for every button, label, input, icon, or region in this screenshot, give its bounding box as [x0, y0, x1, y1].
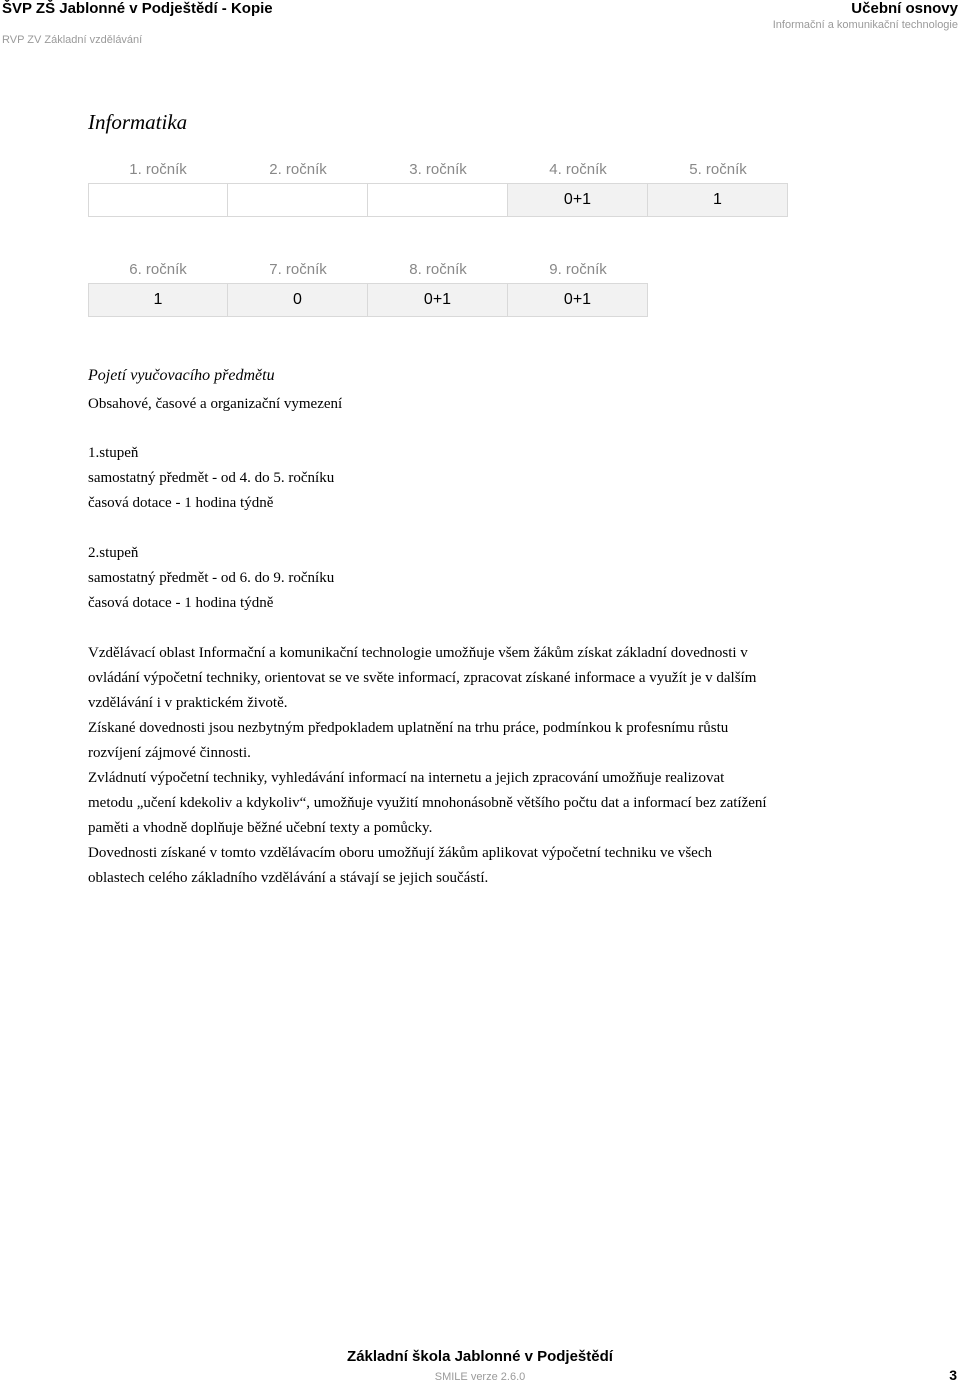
stage-2-title: 2.stupeň [88, 545, 139, 561]
grade-label: 2. ročník [269, 161, 327, 178]
grade-value-cell [88, 183, 228, 217]
grade-value-cell: 0 [228, 283, 368, 317]
grade-label: 8. ročník [409, 261, 467, 278]
paragraph: Vzdělávací oblast Informační a komunikační technologie umožňuje všem žákům získat základní dovednosti v ovládání výpočetní techniky, orientovat se ve světe informací, zpracovat získané informace a využít je v dalším vzdělávání i v praktickém životě. [88, 645, 757, 711]
grade-labels-row-2 [88, 261, 648, 278]
grade-label: 9. ročník [549, 261, 607, 278]
grade-value-cell: 0+1 [508, 183, 648, 217]
document-title: ŠVP ZŠ Jablonné v Podještědí - Kopie [2, 0, 273, 17]
body-text [88, 641, 768, 891]
subject-title: Informatika [88, 110, 188, 134]
grade-value-cell: 0+1 [368, 283, 508, 317]
grade-value-cell: 1 [88, 283, 228, 317]
stage-2-block [88, 541, 334, 616]
grade-value-cell: 0+1 [508, 283, 648, 317]
stage-2-scope: samostatný předmět - od 6. do 9. ročníku [88, 570, 335, 586]
grade-value-cell: 1 [648, 183, 788, 217]
grade-values-row-2 [88, 283, 648, 317]
grade-label: 6. ročník [129, 261, 187, 278]
grade-values-row-1 [88, 183, 788, 217]
grade-label: 4. ročník [549, 161, 607, 178]
paragraph: Získané dovednosti jsou nezbytným předpokladem uplatnění na trhu práce, podmínkou k profesnímu růstu rozvíjení zájmové činnosti. [88, 720, 729, 761]
page-number: 3 [949, 1367, 957, 1383]
grade-labels-row-1 [88, 161, 788, 178]
stage-1-hours: časová dotace - 1 hodina týdně [88, 495, 274, 511]
grade-label: 7. ročník [269, 261, 327, 278]
section-title: Učební osnovy [851, 0, 958, 17]
footer-version: SMILE verze 2.6.0 [434, 1371, 526, 1383]
grade-value-cell [228, 183, 368, 217]
paragraph: Dovednosti získané v tomto vzdělávacím oboru umožňují žákům aplikovat výpočetní techniku ve všech oblastech celého základního vzdělávání a stávají se jejich součástí. [88, 845, 713, 886]
stage-2-hours: časová dotace - 1 hodina týdně [88, 595, 274, 611]
stage-1-scope: samostatný předmět - od 4. do 5. ročníku [88, 470, 335, 486]
grade-value-cell [368, 183, 508, 217]
footer-school-name: Základní škola Jablonné v Podještědí [347, 1348, 613, 1365]
stage-1-block [88, 441, 334, 516]
concept-heading: Pojetí vyučovacího předmětu [88, 367, 275, 384]
grade-label: 3. ročník [409, 161, 467, 178]
section-subtitle: Informační a komunikační technologie [772, 19, 958, 31]
stage-1-title: 1.stupeň [88, 445, 139, 461]
concept-subheading: Obsahové, časové a organizační vymezení [88, 396, 343, 412]
grade-label: 5. ročník [689, 161, 747, 178]
grade-label: 1. ročník [129, 161, 187, 178]
paragraph: Zvládnutí výpočetní techniky, vyhledávání informací na internetu a jejich zpracování umožňuje realizovat metodu „učení kdekoliv a kdykoliv“, umožňuje využití mnohonásobně většího počtu dat a informací bez zatížení paměti a vhodně doplňuje běžné učební texty a pomůcky. [88, 770, 767, 836]
document-subtitle: RVP ZV Základní vzdělávání [2, 34, 143, 46]
